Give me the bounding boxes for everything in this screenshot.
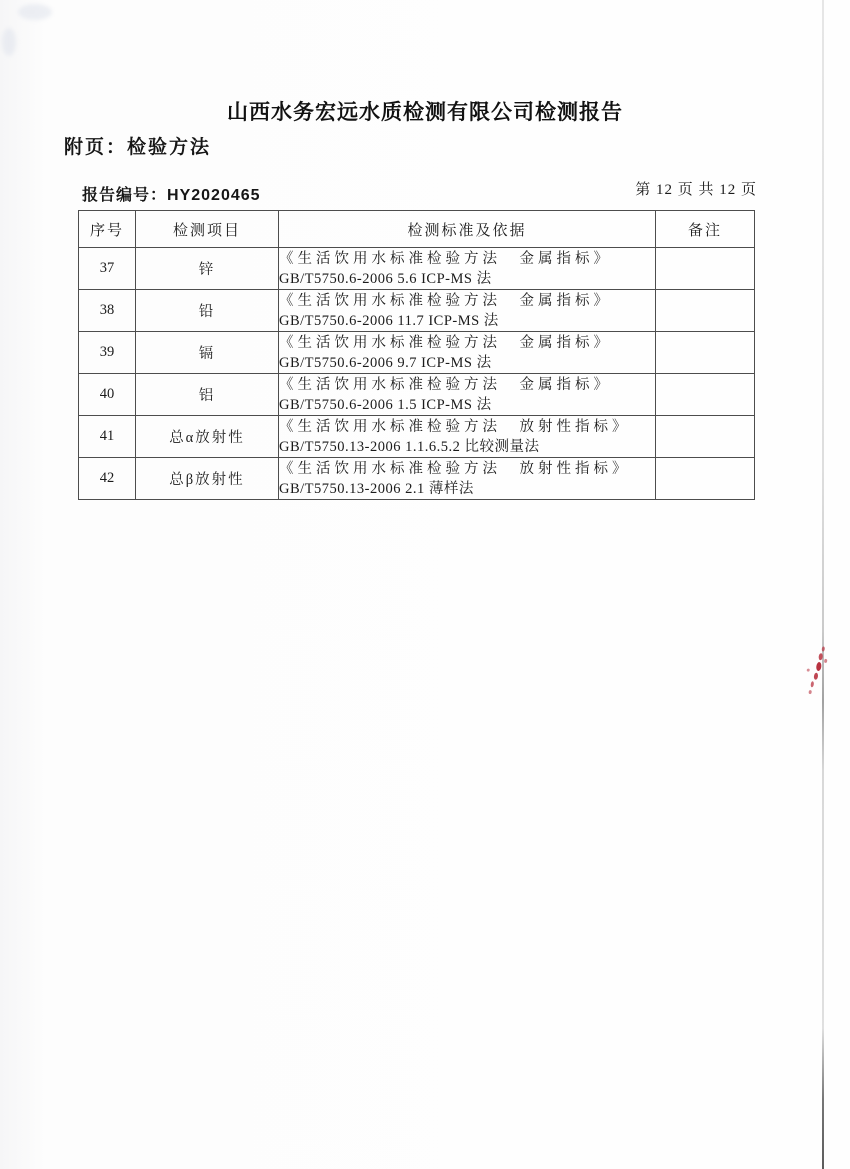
cell-no: 40 xyxy=(79,374,136,416)
scan-edge-line xyxy=(822,0,824,1169)
standard-method: GB/T5750.13-2006 1.1.6.5.2 比较测量法 xyxy=(279,438,540,455)
table-row xyxy=(79,416,755,458)
cell-remark xyxy=(656,458,755,500)
scan-smudge xyxy=(2,28,16,56)
cell-standard xyxy=(279,290,656,332)
column-header-no: 序号 xyxy=(79,211,136,248)
cell-no: 39 xyxy=(79,332,136,374)
cell-no: 37 xyxy=(79,248,136,290)
page-title: 山西水务宏远水质检测有限公司检测报告 xyxy=(227,101,623,124)
column-header-item: 检测项目 xyxy=(136,211,279,248)
standard-title: 《生活饮用水标准检验方法 金属指标》 xyxy=(279,334,612,351)
standard-method: GB/T5750.6-2006 1.5 ICP-MS 法 xyxy=(279,396,492,413)
cell-remark xyxy=(656,332,755,374)
column-header-standard: 检测标准及依据 xyxy=(279,211,656,248)
cell-item: 镉 xyxy=(136,332,279,374)
red-ink-mark xyxy=(802,643,835,710)
standard-method: GB/T5750.13-2006 2.1 薄样法 xyxy=(279,480,474,497)
scan-smudge xyxy=(18,4,52,20)
cell-item: 锌 xyxy=(136,248,279,290)
cell-remark xyxy=(656,248,755,290)
standard-method: GB/T5750.6-2006 9.7 ICP-MS 法 xyxy=(279,354,492,371)
standard-title: 《生活饮用水标准检验方法 金属指标》 xyxy=(279,250,612,267)
cell-item: 铅 xyxy=(136,290,279,332)
report-number-label: 报告编号： xyxy=(82,187,168,204)
standard-title: 《生活饮用水标准检验方法 金属指标》 xyxy=(279,376,612,393)
standard-method: GB/T5750.6-2006 5.6 ICP-MS 法 xyxy=(279,270,492,287)
cell-standard xyxy=(279,458,656,500)
cell-remark xyxy=(656,416,755,458)
table-row xyxy=(79,332,755,374)
cell-item: 总β放射性 xyxy=(136,458,279,500)
standard-title: 《生活饮用水标准检验方法 放射性指标》 xyxy=(279,460,631,477)
standard-method: GB/T5750.6-2006 11.7 ICP-MS 法 xyxy=(279,312,499,329)
table-row xyxy=(79,374,755,416)
standard-title: 《生活饮用水标准检验方法 放射性指标》 xyxy=(279,418,631,435)
column-header-remark: 备注 xyxy=(656,211,755,248)
cell-no: 38 xyxy=(79,290,136,332)
cell-item: 总α放射性 xyxy=(136,416,279,458)
cell-remark xyxy=(656,374,755,416)
cell-standard xyxy=(279,248,656,290)
cell-no: 42 xyxy=(79,458,136,500)
report-number-line xyxy=(82,182,261,205)
cell-standard xyxy=(279,374,656,416)
cell-remark xyxy=(656,290,755,332)
cell-no: 41 xyxy=(79,416,136,458)
report-number-value: HY2020465 xyxy=(167,187,261,204)
table-row xyxy=(79,248,755,290)
method-table xyxy=(78,210,755,500)
table-row xyxy=(79,458,755,500)
cell-standard xyxy=(279,332,656,374)
page-indicator: 第 12 页 共 12 页 xyxy=(635,182,757,198)
table-header-row xyxy=(79,211,755,248)
page-subtitle: 附页：检验方法 xyxy=(64,137,212,158)
table-row xyxy=(79,290,755,332)
cell-item: 铝 xyxy=(136,374,279,416)
standard-title: 《生活饮用水标准检验方法 金属指标》 xyxy=(279,292,612,309)
cell-standard xyxy=(279,416,656,458)
